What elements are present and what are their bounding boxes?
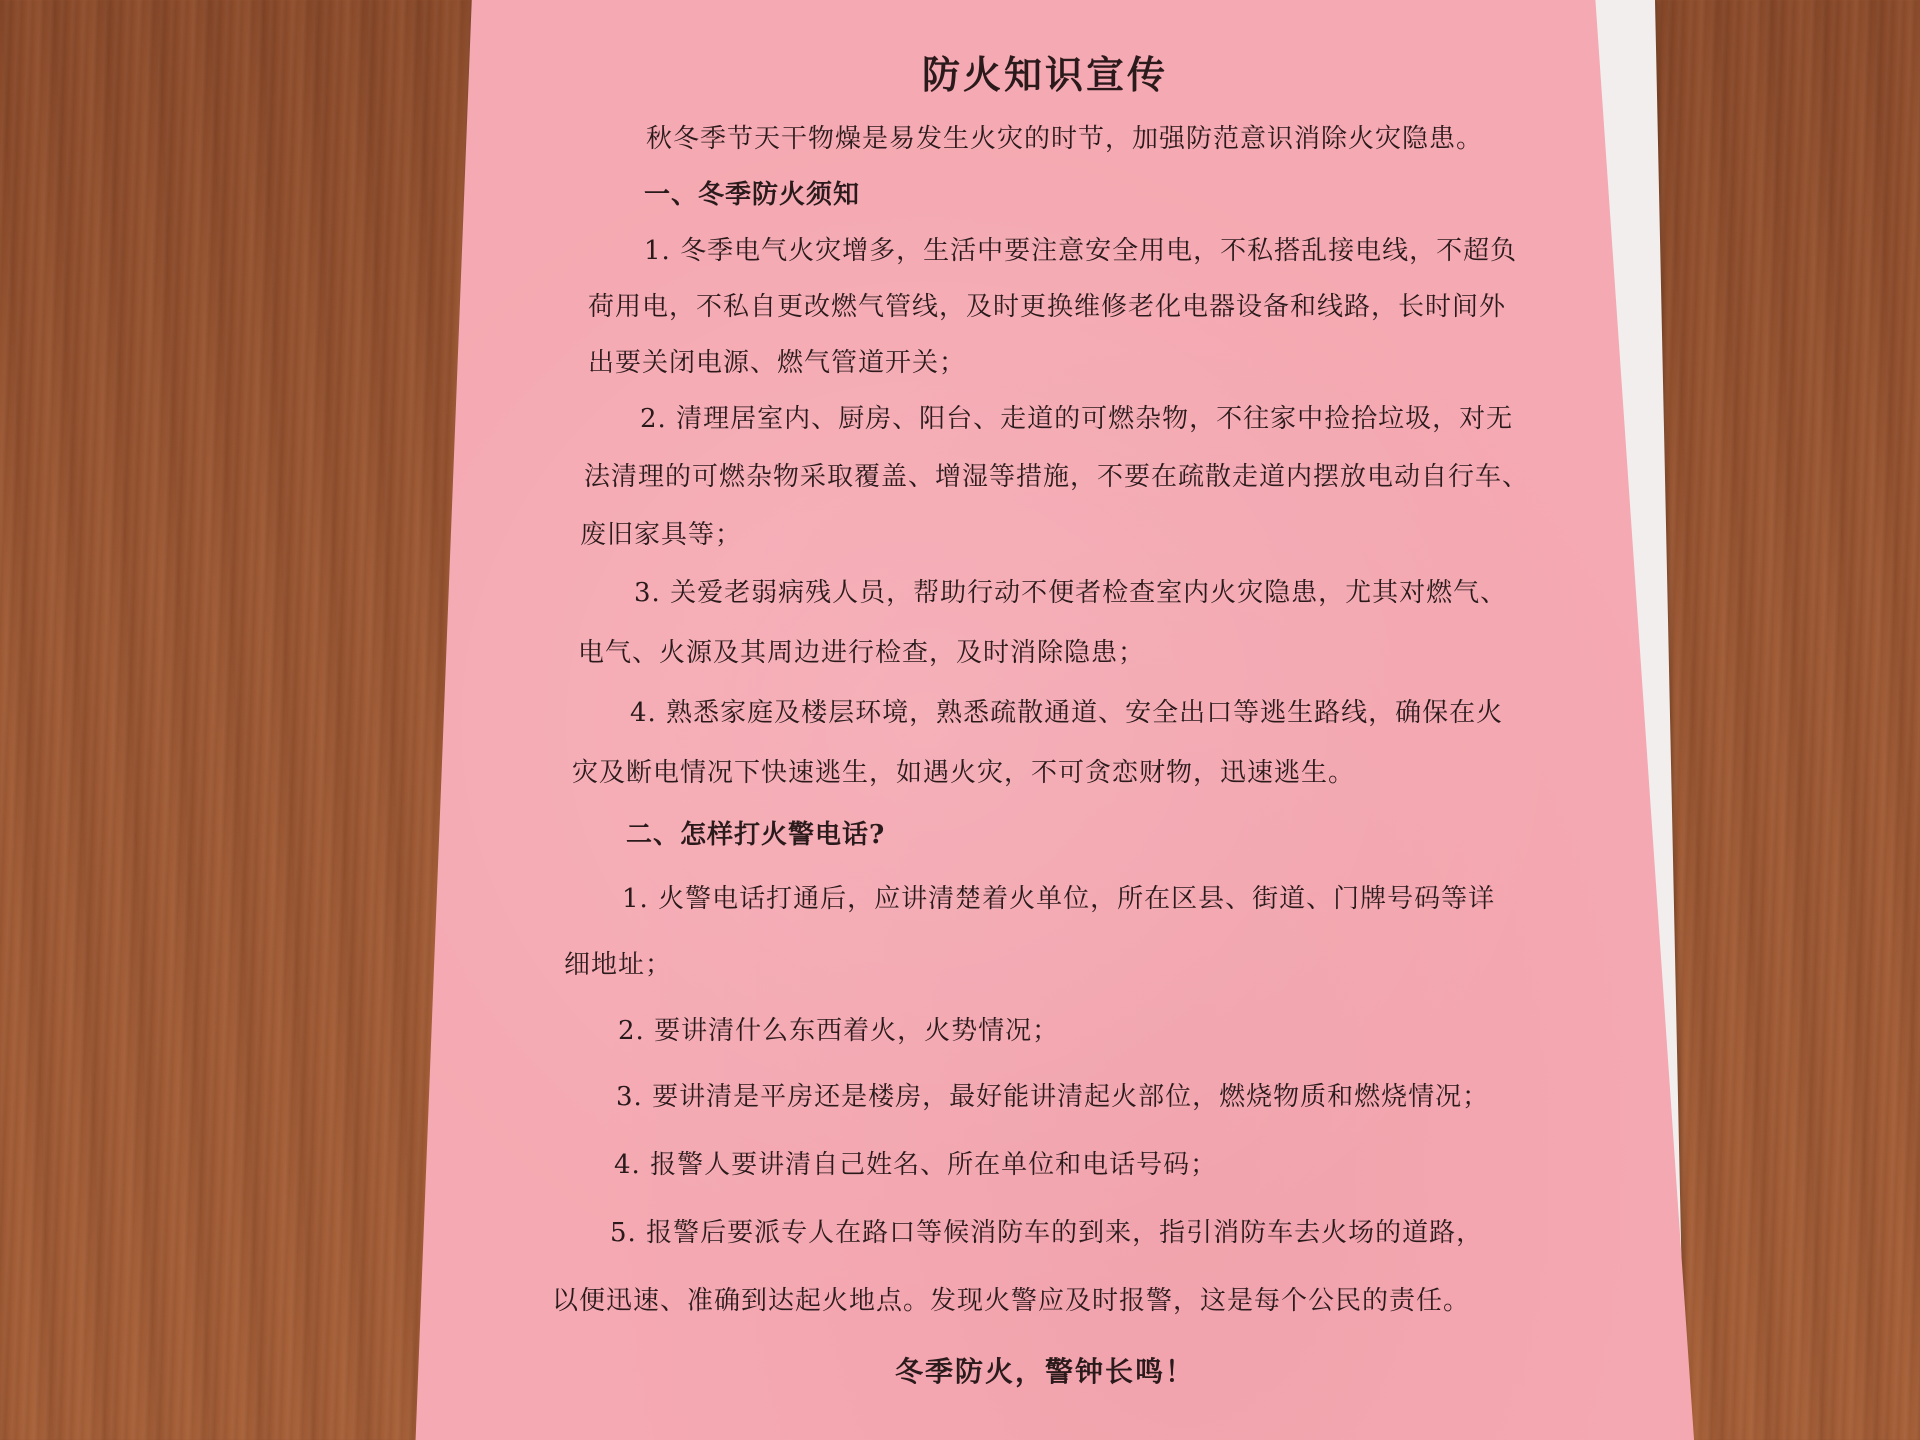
section1-line: 1. 冬季电气火灾增多，生活中要注意安全用电，不私搭乱接电线，不超负: [644, 236, 1518, 266]
section2-line: 5. 报警后要派专人在路口等候消防车的到来，指引消防车去火场的道路，: [610, 1218, 1484, 1248]
section2-line: 细地址；: [564, 950, 673, 980]
section1-line: 4. 熟悉家庭及楼层环境，熟悉疏散通道、安全出口等逃生路线，确保在火: [630, 698, 1504, 728]
section1-line: 荷用电，不私自更改燃气管线，及时更换维修老化电器设备和线路，长时间外: [588, 292, 1507, 322]
section1-line: 出要关闭电源、燃气管道开关；: [588, 348, 967, 378]
section1-line: 电气、火源及其周边进行检查，及时消除隐患；: [578, 638, 1146, 668]
section1-line: 灾及断电情况下快速逃生，如遇火灾，不可贪恋财物，迅速逃生。: [572, 758, 1356, 788]
flyer-closing-slogan: 冬季防火，警钟长鸣！: [894, 1355, 1195, 1388]
section1-line: 法清理的可燃杂物采取覆盖、增湿等措施，不要在疏散走道内摆放电动自行车、: [584, 462, 1530, 492]
section2-line: 3. 要讲清是平房还是楼房，最好能讲清起火部位，燃烧物质和燃烧情况；: [616, 1082, 1490, 1112]
section1-line: 3. 关爱老弱病残人员，帮助行动不便者检查室内火灾隐患，尤其对燃气、: [634, 578, 1508, 608]
section2-heading: 二、怎样打火警电话?: [626, 820, 886, 850]
section2-line: 1. 火警电话打通后，应讲清楚着火单位，所在区县、街道、门牌号码等详: [622, 884, 1496, 914]
section2-line: 4. 报警人要讲清自己姓名、所在单位和电话号码；: [614, 1150, 1218, 1180]
section1-heading: 一、冬季防火须知: [644, 180, 861, 210]
flyer-title: 防火知识宣传: [921, 52, 1168, 97]
section1-line: 2. 清理居室内、厨房、阳台、走道的可燃杂物，不往家中捡拾垃圾，对无: [640, 404, 1514, 434]
section2-line: 以便迅速、准确到达起火地点。发现火警应及时报警，这是每个公民的责任。: [552, 1286, 1471, 1316]
section1-line: 废旧家具等；: [580, 520, 743, 550]
section2-line: 2. 要讲清什么东西着火，火势情况；: [618, 1016, 1060, 1046]
flyer-intro: 秋冬季节天干物燥是易发生火灾的时节，加强防范意识消除火灾隐患。: [646, 124, 1484, 154]
